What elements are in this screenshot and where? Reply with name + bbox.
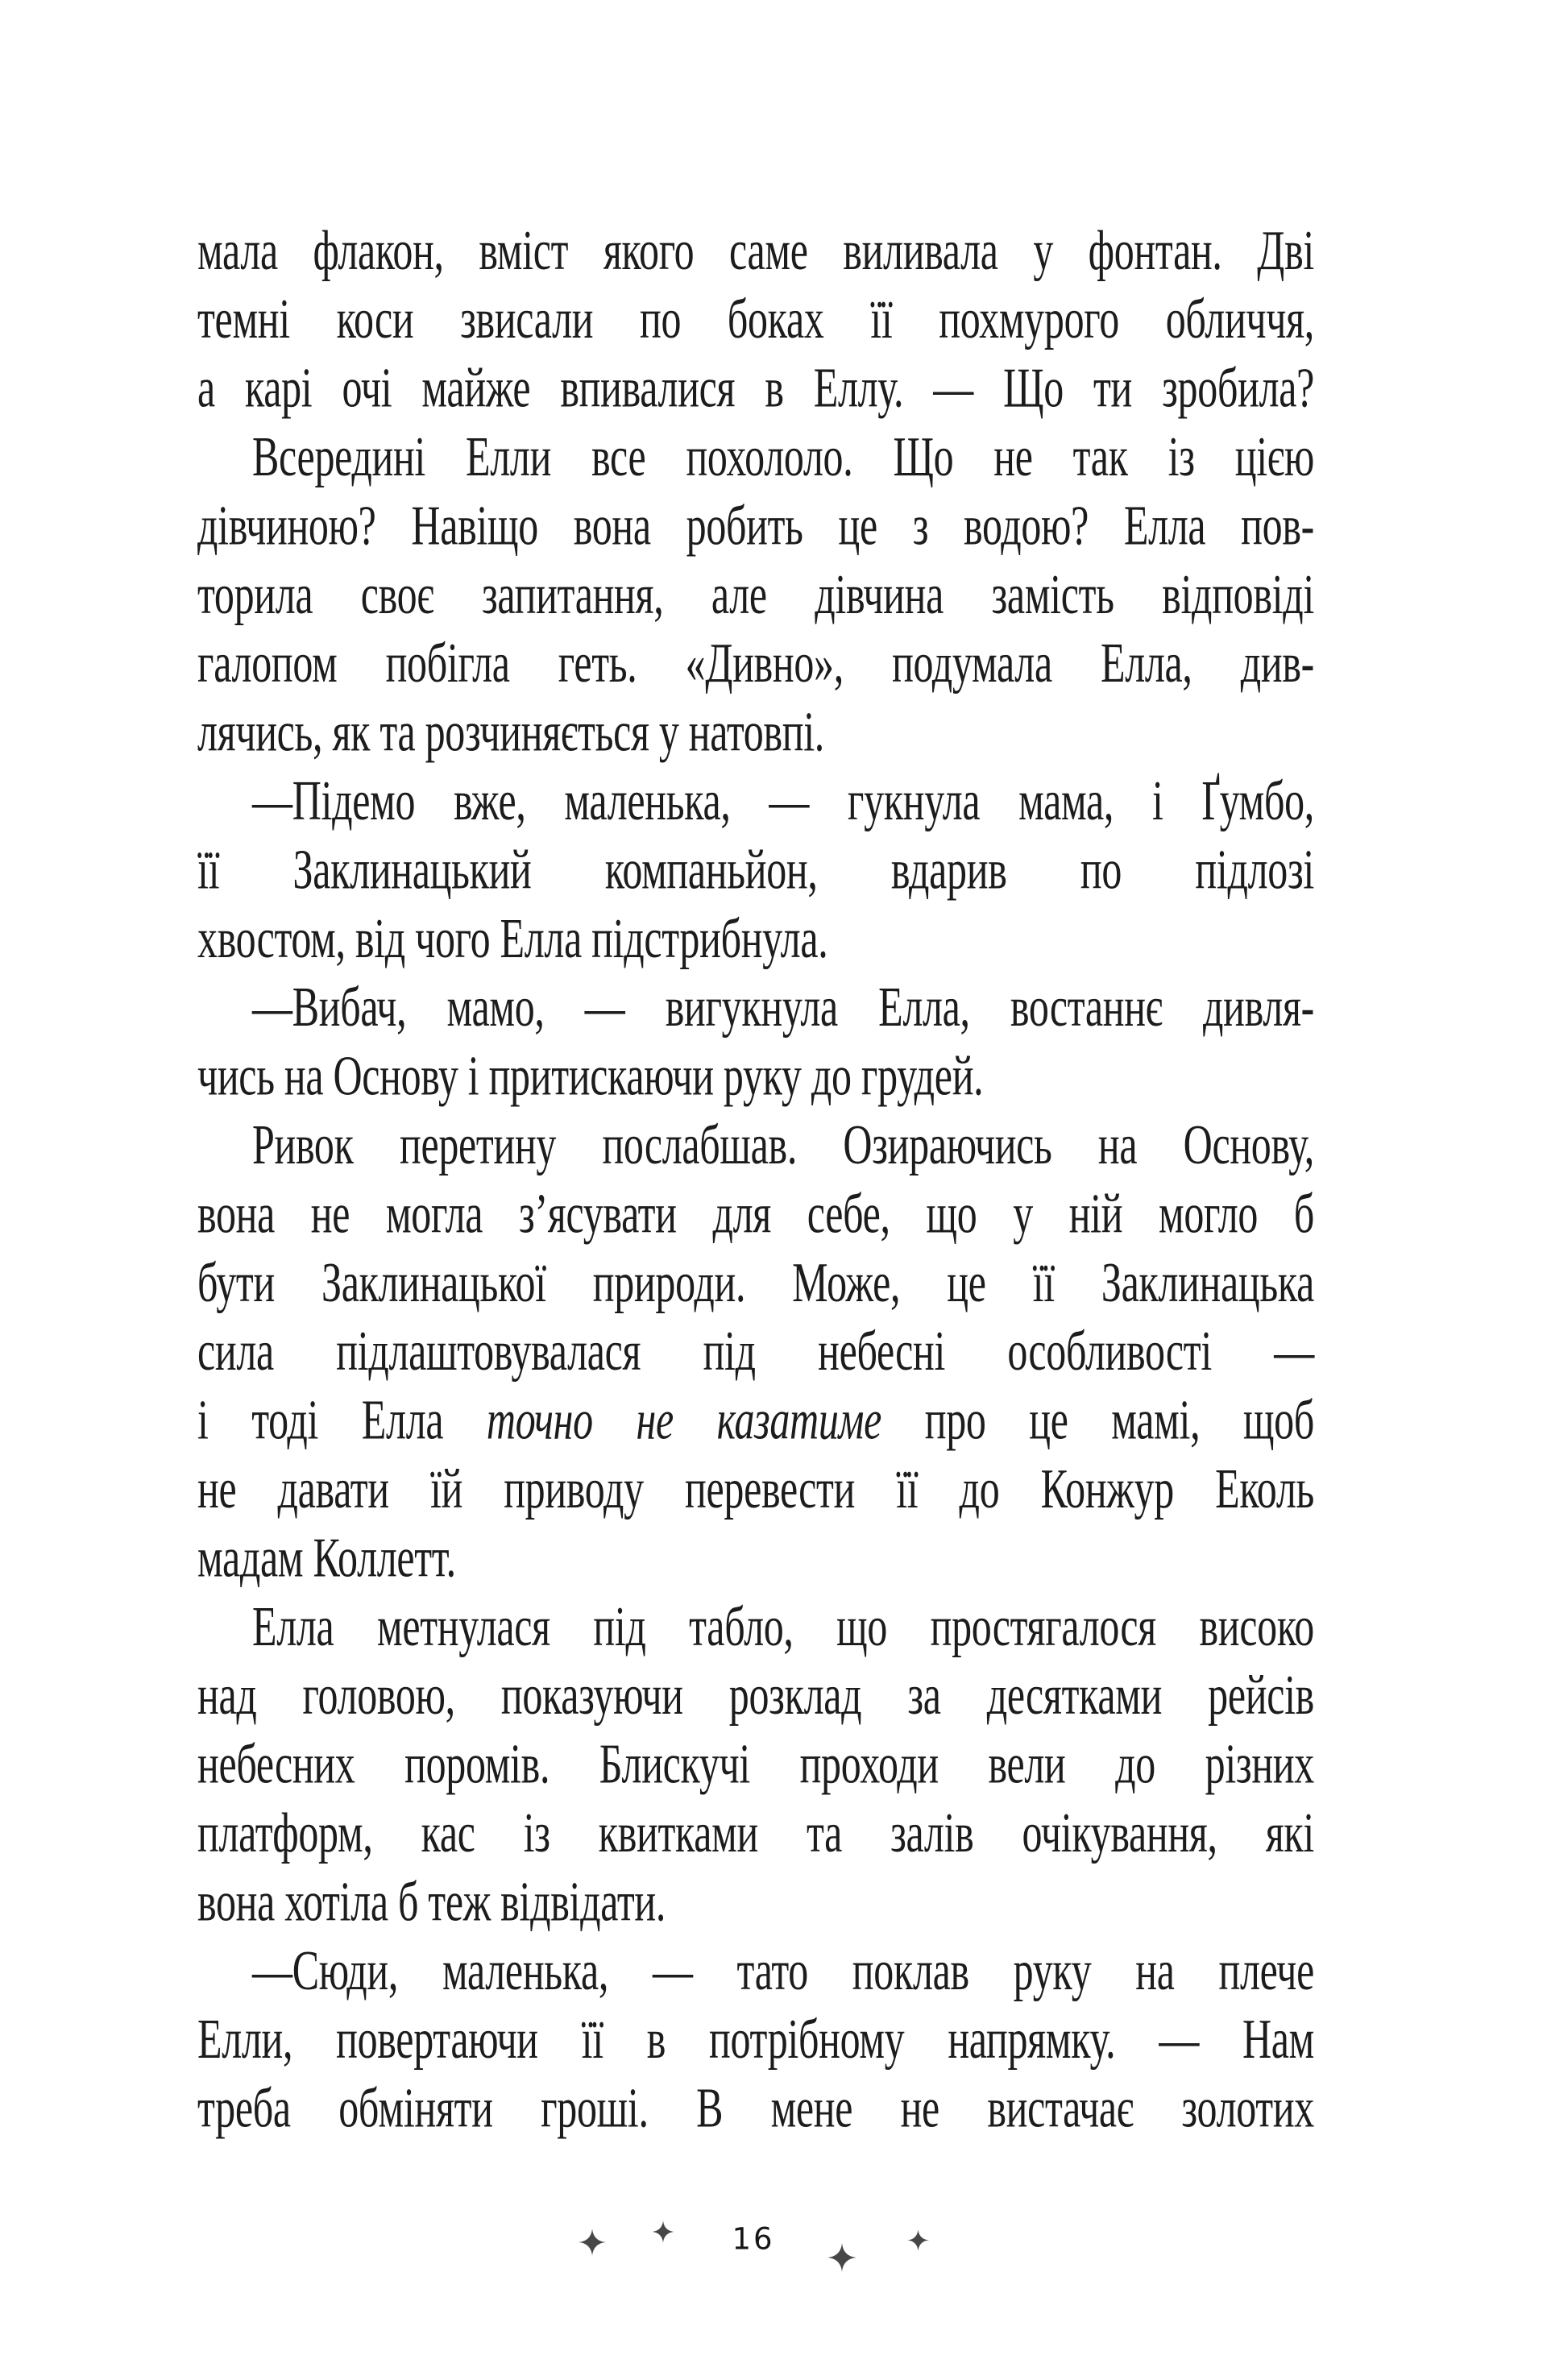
text-segment: бути Заклинацької природи. Може, це її Заклинацька [197,1250,1314,1314]
text-line [197,1936,1314,2005]
text-segment: дівчиною? Навіщо вона робить це з водою? Елла пов- [197,493,1314,557]
text-line [197,1454,1314,1523]
text-segment: треба обміняти гроші. В мене не вистачає золотих [197,2075,1314,2139]
text-line [197,560,1314,628]
text-segment: галопом побігла геть. «Дивно», подумала Елла, див- [197,631,1314,695]
paragraph [197,1936,1314,2142]
sparkle-star-icon [907,2229,929,2251]
text-line [197,1316,1314,1385]
paragraph [197,972,1314,1110]
paragraph [197,1592,1314,1936]
text-line [197,766,1314,835]
paragraph [197,216,1314,422]
text-line [197,1110,1314,1179]
paragraph [197,422,1314,766]
text-segment: і тоді Елла [197,1387,487,1451]
text-segment: Всередині Елли все похололо. Що не так із цією [252,425,1314,488]
text-segment: вона не могла з’ясувати для себе, що у ній могло б [197,1181,1314,1245]
text-line [197,1661,1314,1729]
text-segment: —Підемо вже, маленька, — гукнула мама, і Ґумбо, [252,769,1314,832]
text-line [197,628,1314,697]
page-text [197,216,1314,2142]
text-segment: не давати їй приводу перевести її до Конжур Еколь [197,1457,1314,1520]
text-segment: про це мамі, щоб [881,1387,1315,1451]
text-line [197,491,1314,560]
text-segment: її Заклинацький компаньйон, вдарив по підлозі [197,837,1314,901]
text-line [197,904,1314,972]
text-line [197,1592,1314,1661]
text-segment: вона хотіла б теж відвідати. [197,1869,666,1933]
text-segment: чись на Основу і притискаючи руку до грудей. [197,1043,984,1107]
text-line [197,216,1314,284]
paragraph [197,766,1314,972]
text-segment: —Сюди, маленька, — тато поклав руку на плече [252,1938,1314,2002]
text-line [197,1524,1314,1592]
text-line [197,354,1314,422]
text-segment: торила своє запитання, але дівчина замість відповіді [197,562,1314,626]
sparkle-star-icon [827,2243,856,2272]
text-segment: а карі очі майже впивалися в Еллу. — Що ти зробила? [197,355,1314,419]
text-line [197,1730,1314,1798]
text-line [197,2005,1314,2073]
text-segment: мадам Коллетт. [197,1525,456,1589]
text-line [197,1042,1314,1110]
text-line [197,1248,1314,1316]
text-segment: платформ, кас із квитками та залів очікування, які [197,1801,1314,1864]
page-number: 16 [732,2221,775,2257]
italic-text-segment: точно не казатиме [486,1387,882,1451]
text-line [197,698,1314,766]
text-line [197,835,1314,904]
text-segment: Елли, повертаючи її в потрібному напрямку. — Нам [197,2007,1314,2071]
text-line [197,284,1314,353]
text-line [197,1868,1314,1936]
text-segment: темні коси звисали по боках її похмурого обличчя, [197,287,1314,350]
text-segment: мала флакон, вміст якого саме виливала у фонтан. Дві [197,218,1314,282]
text-segment: сила підлаштовувалася під небесні особливості — [197,1319,1314,1383]
text-line [197,972,1314,1041]
text-segment: Ривок перетину послабшав. Озираючись на Основу, [252,1113,1314,1176]
text-line [197,1798,1314,1867]
text-segment: —Вибач, мамо, — вигукнула Елла, востаннє дивля- [252,975,1314,1039]
text-segment: Елла метнулася під табло, що простягалося високо [252,1594,1314,1658]
sparkle-star-icon [579,2229,606,2256]
text-line [197,1180,1314,1248]
text-line [197,422,1314,491]
text-segment: небесних поромів. Блискучі проходи вели до різних [197,1731,1314,1795]
text-line [197,1386,1314,1454]
text-line [197,2074,1314,2142]
page-footer [0,2216,1547,2288]
sparkle-star-icon [652,2220,674,2243]
text-segment: над головою, показуючи розклад за десятками рейсів [197,1663,1314,1727]
text-segment: хвостом, від чого Елла підстрибнула. [197,906,828,970]
paragraph [197,1110,1314,1592]
text-segment: лячись, як та розчиняється у натовпі. [197,699,825,763]
